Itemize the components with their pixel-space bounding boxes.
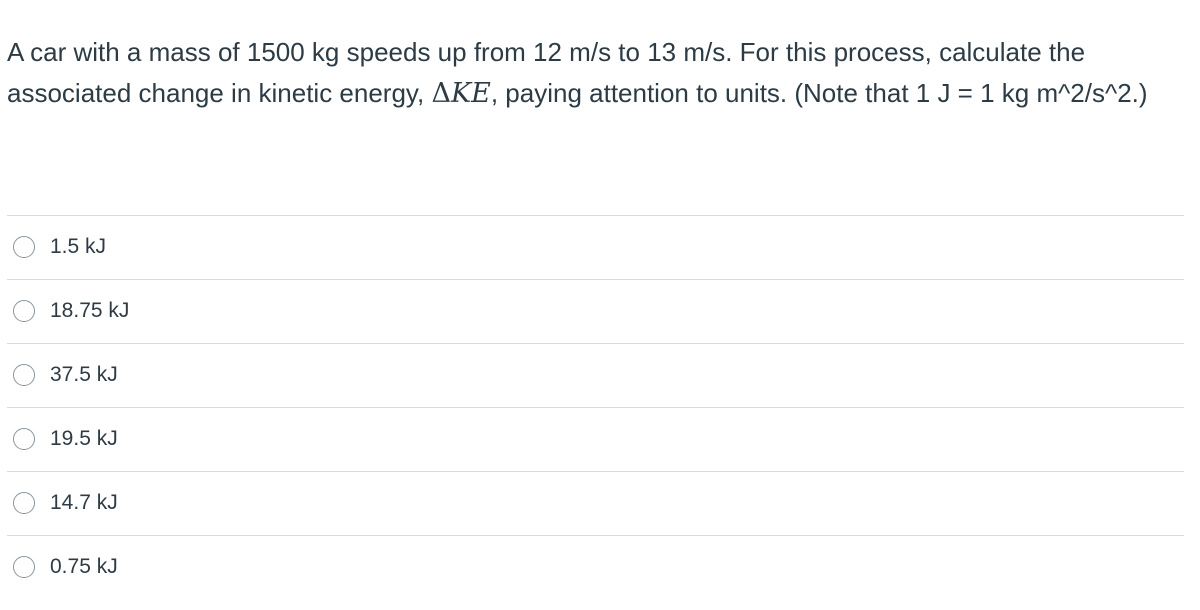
radio-button[interactable] <box>13 364 35 386</box>
answer-option-5[interactable] <box>7 471 1184 535</box>
answer-label: 18.75 kJ <box>50 299 130 322</box>
radio-button[interactable] <box>13 300 35 322</box>
radio-button[interactable] <box>13 236 35 258</box>
delta-symbol: Δ <box>431 78 451 109</box>
delta-ke-formula <box>431 78 490 109</box>
answer-option-3[interactable] <box>7 343 1184 407</box>
answer-option-4[interactable] <box>7 407 1184 471</box>
radio-button[interactable] <box>13 428 35 450</box>
answer-option-6[interactable] <box>7 535 1184 599</box>
answer-label: 19.5 kJ <box>50 427 118 450</box>
answer-label: 0.75 kJ <box>50 555 118 578</box>
answer-list <box>7 215 1184 599</box>
answer-label: 14.7 kJ <box>50 491 118 514</box>
ke-symbol: KE <box>450 78 491 109</box>
answer-option-2[interactable] <box>7 279 1184 343</box>
answer-option-1[interactable] <box>7 215 1184 279</box>
question-text <box>7 32 1187 114</box>
question-text-before: A car with a mass of 1500 kg speeds up from 12 m/s to 13 m/s. For this process, calculate the associated change in kinetic energy, <box>7 37 1086 108</box>
radio-button[interactable] <box>13 492 35 514</box>
answer-label: 1.5 kJ <box>50 235 107 258</box>
question-text-after: , paying attention to units. (Note that 1 J = 1 kg m^2/s^2.) <box>490 78 1148 108</box>
answer-label: 37.5 kJ <box>50 363 118 386</box>
radio-button[interactable] <box>13 556 35 578</box>
